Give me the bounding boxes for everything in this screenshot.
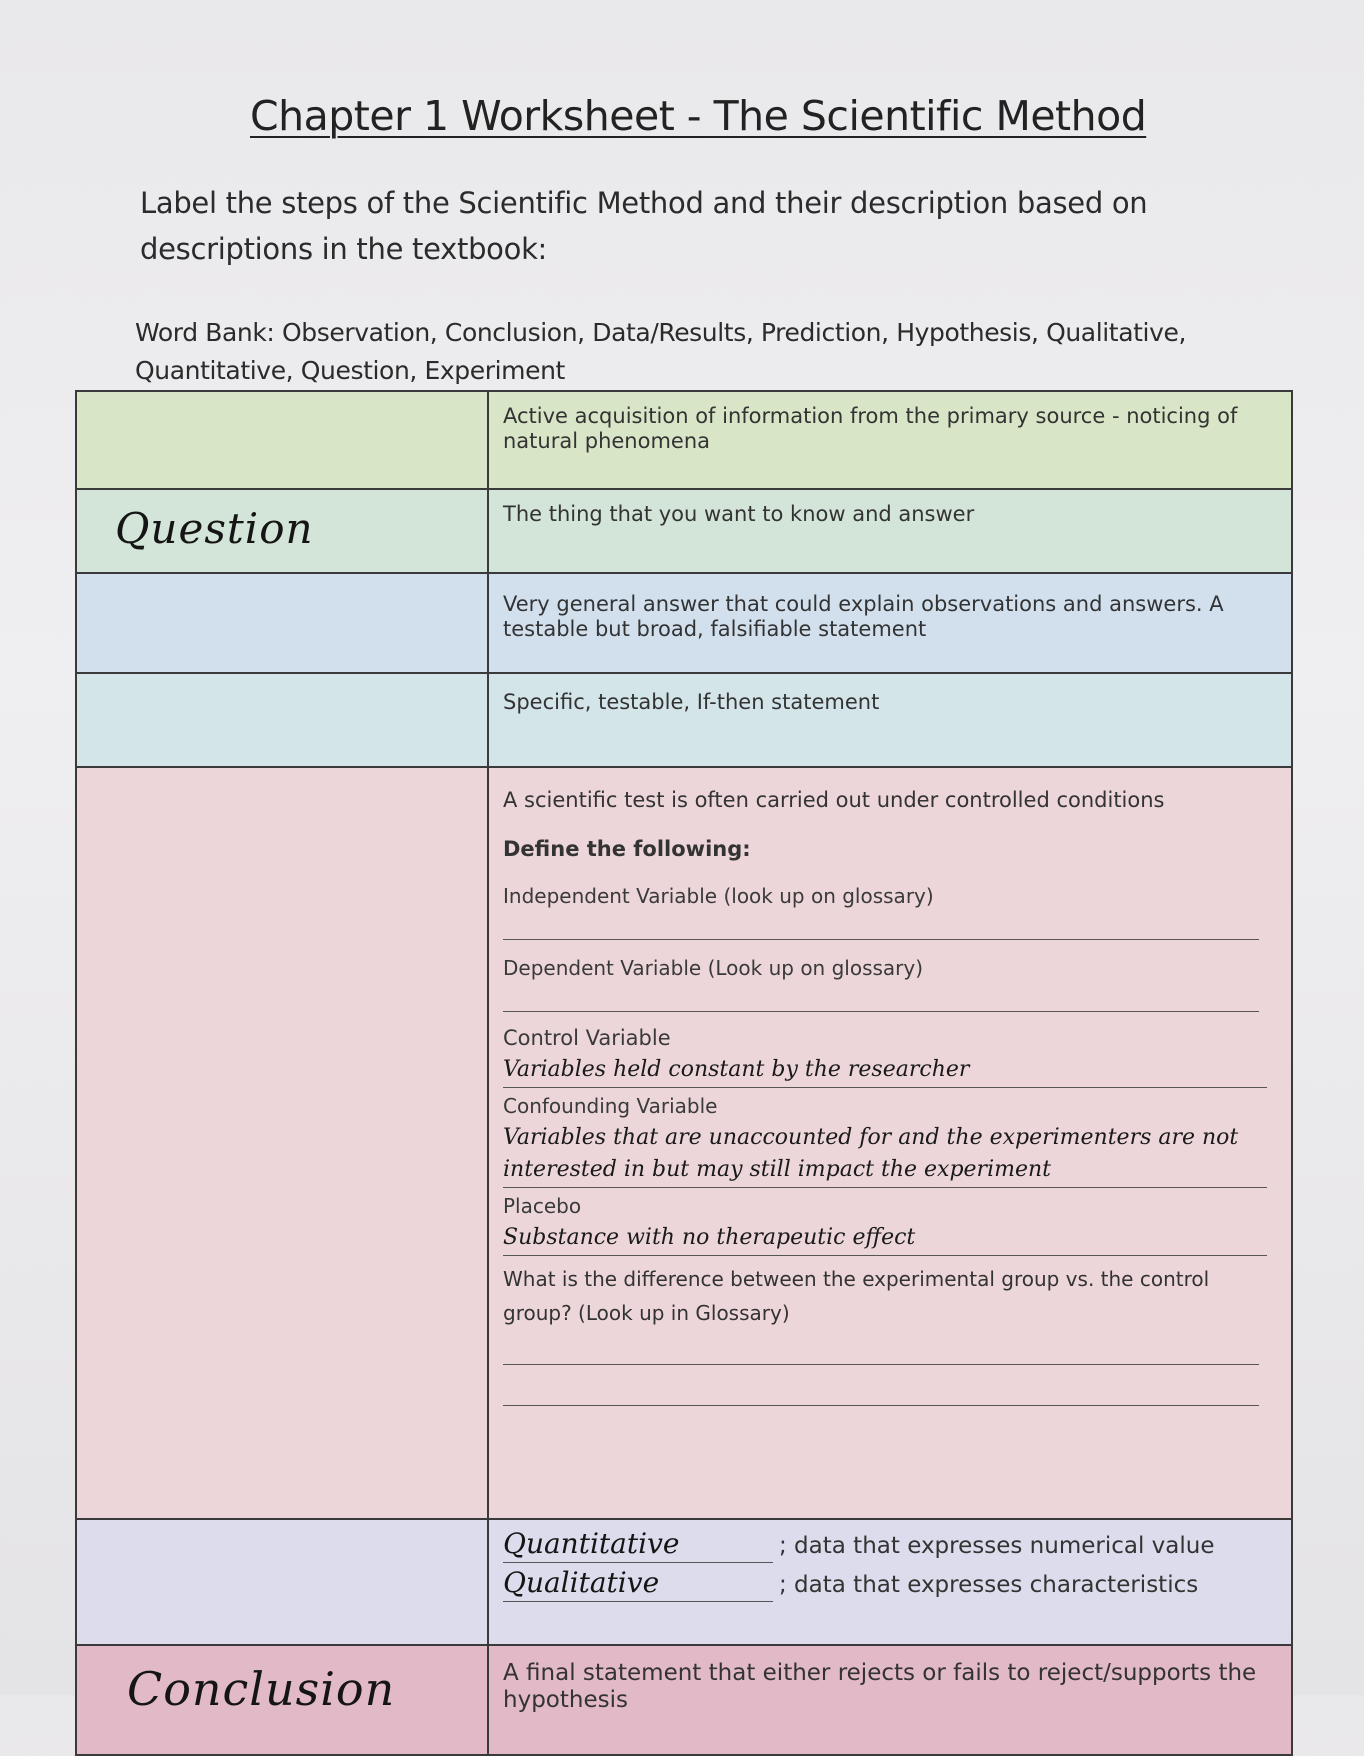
label-cell-experiment[interactable] (76, 767, 488, 1519)
table-row-prediction (76, 673, 1292, 767)
answer-placebo[interactable]: Substance with no therapeutic effect (503, 1223, 1267, 1256)
description-question: The thing that you want to know and answer (488, 489, 1292, 573)
word-bank: Word Bank: Observation, Conclusion, Data/Results, Prediction, Hypothesis, Qualitative, Quantitative, Question, Experiment (135, 318, 1187, 385)
experiment-block (488, 767, 1292, 1519)
description-prediction: Specific, testable, If-then statement (488, 673, 1292, 767)
page-title: Chapter 1 Worksheet - The Scientific Method (250, 92, 1147, 140)
table-row-experiment (76, 767, 1292, 1519)
label-question: Question (115, 504, 314, 553)
answer-dependent-variable[interactable] (503, 981, 1259, 1012)
define-heading: Define the following: (503, 837, 751, 861)
answer-qualitative[interactable]: Qualitative (503, 1565, 773, 1602)
table-row-hypothesis (76, 573, 1292, 673)
term-independent-variable: Independent Variable (look up on glossary) (503, 884, 934, 908)
data-row-qualitative (503, 1565, 1277, 1602)
table-row-conclusion (76, 1645, 1292, 1755)
label-cell-observation[interactable] (76, 391, 488, 489)
answer-confounding-variable-line1[interactable]: Variables that are unaccounted for and the experimenters are not (503, 1125, 1239, 1150)
description-hypothesis: Very general answer that could explain observations and answers. A testable but broad, falsifiable statement (488, 573, 1292, 673)
label-cell-data[interactable] (76, 1519, 488, 1645)
term-placebo: Placebo (503, 1194, 582, 1218)
description-observation: Active acquisition of information from the primary source - noticing of natural phenomena (488, 391, 1292, 489)
answer-quantitative[interactable]: Quantitative (503, 1526, 773, 1563)
label-cell-question[interactable] (76, 489, 488, 573)
term-confounding-variable: Confounding Variable (503, 1094, 718, 1118)
definition-quantitative: ; data that expresses numerical value (779, 1533, 1215, 1559)
answer-group-line2[interactable] (503, 1377, 1259, 1406)
answer-group-line1[interactable] (503, 1330, 1259, 1365)
data-row-quantitative (503, 1526, 1277, 1563)
definition-qualitative: ; data that expresses characteristics (779, 1572, 1199, 1598)
answer-confounding-variable-line2[interactable]: interested in but may still impact the experiment (503, 1155, 1267, 1188)
label-conclusion: Conclusion (127, 1662, 396, 1716)
scientific-method-table (75, 390, 1293, 1756)
instructions: Label the steps of the Scientific Method and their description based on descriptions in the textbook: (140, 186, 1148, 266)
description-conclusion: A final statement that either rejects or fails to reject/supports the hypothesis (488, 1645, 1292, 1755)
label-cell-prediction[interactable] (76, 673, 488, 767)
answer-independent-variable[interactable] (503, 909, 1259, 940)
table-row-observation (76, 391, 1292, 489)
label-cell-conclusion[interactable] (76, 1645, 488, 1755)
answer-control-variable[interactable]: Variables held constant by the researcher (503, 1055, 1267, 1088)
term-dependent-variable: Dependent Variable (Look up on glossary) (503, 956, 924, 980)
table-row-question (76, 489, 1292, 573)
term-control-variable: Control Variable (503, 1026, 671, 1050)
question-experimental-vs-control: What is the difference between the experimental group vs. the control group? (Look up in Glossary) (503, 1267, 1210, 1325)
table-row-data (76, 1519, 1292, 1645)
data-block (488, 1519, 1292, 1645)
description-experiment: A scientific test is often carried out under controlled conditions (503, 788, 1165, 812)
label-cell-hypothesis[interactable] (76, 573, 488, 673)
